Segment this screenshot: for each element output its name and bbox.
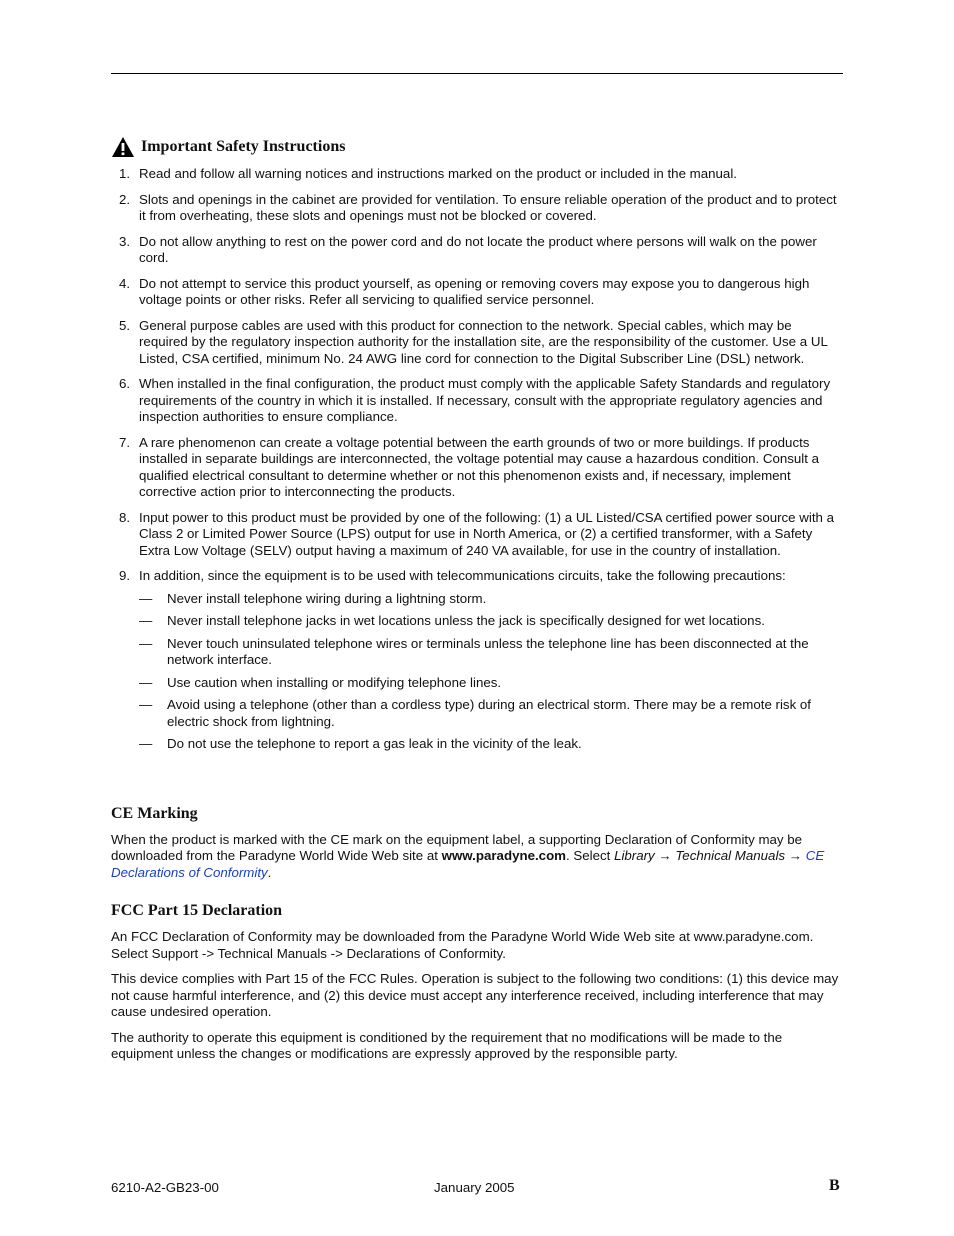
ce-text: When the product is marked with the CE mark on the equipment label, a supporting Declaration of Conformity may be downloaded from the Paradyne World Wide Web site at [111, 831, 803, 863]
precaution-text: Do not use the telephone to report a gas leak in the vicinity of the leak. [167, 736, 582, 751]
safety-list [111, 166, 843, 753]
item-text: Slots and openings in the cabinet are provided for ventilation. To ensure reliable operation of the product and to protect it from overheating, these slots and openings must not be blocked or covered. [139, 191, 837, 223]
list-item [111, 166, 843, 183]
dash-bullet: — [139, 590, 153, 606]
precaution-text: Never install telephone jacks in wet locations unless the jack is specifically designed for wet locations. [167, 613, 765, 628]
dash-bullet: — [139, 736, 153, 751]
dash-bullet: — [139, 635, 153, 651]
dash-bullet: — [139, 697, 153, 712]
list-item [111, 510, 843, 560]
fcc-paragraph: This device complies with Part 15 of the FCC Rules. Operation is subject to the following two conditions: (1) this device may not cause harmful interference, and (2) this device must accept any interference received, including interference that may cause undesired operation. [111, 971, 839, 1019]
footer-doc-number: 6210-A2-GB23-00 [111, 1180, 219, 1195]
precaution-text: Use caution when installing or modifying telephone lines. [167, 674, 502, 690]
fcc-paragraph: The authority to operate this equipment is conditioned by the requirement that no modifications will be made to the equipment unless the changes or modifications are expressly approved by the responsible party. [111, 1029, 783, 1061]
list-item [111, 568, 843, 753]
item-text: Read and follow all warning notices and instructions marked on the product or included in the manual. [139, 166, 737, 181]
list-item [111, 276, 843, 309]
item-text: When installed in the final configuration, the product must comply with the applicable Safety Standards and regulatory requirements of the country in which it is installed. If necessary, consult with the appropriate regulatory agencies and inspection authorities to ensure compliance. [139, 376, 831, 424]
item-text: In addition, since the equipment is to be used with telecommunications circuits, take the following precautions: [139, 568, 786, 583]
item-text: A rare phenomenon can create a voltage potential between the earth grounds of two or more buildings. If products installed in separate buildings are interconnected, the voltage potential may cause a hazardous condition. Consult a qualified electrical consultant to determine whether or not this phenomenon exists and, if necessary, implement corrective action prior to interconnecting the products. [139, 434, 820, 499]
list-item [111, 234, 843, 267]
item-number: 5. [119, 317, 131, 333]
dash-bullet: — [139, 674, 153, 690]
library-label: Library [614, 848, 655, 863]
precaution-item [139, 675, 843, 692]
precaution-text: Avoid using a telephone (other than a cordless type) during an electrical storm. There may be a remote risk of electric shock from lightning. [167, 697, 812, 729]
precaution-text: Never install telephone wiring during a lightning storm. [167, 590, 487, 606]
footer-date: January 2005 [434, 1180, 515, 1195]
header-rule [111, 73, 843, 74]
item-number: 7. [119, 434, 131, 450]
arrow-separator: → [654, 848, 676, 863]
fcc-paragraph: An FCC Declaration of Conformity may be downloaded from the Paradyne World Wide Web site at www.paradyne.com. Select Support -> Technical Manuals -> Declarations of Conformity. [111, 929, 814, 961]
precaution-item [139, 697, 843, 730]
item-text: General purpose cables are used with this product for connection to the network. Special cables, which may be required by the regulatory inspection authority for the installation site, are the responsibility of the customer. Use a UL Listed, CSA certified, minimum No. 24 AWG line cord for connection to the Digital Subscriber Line (DSL) network. [139, 317, 828, 366]
arrow-separator: → [785, 848, 806, 863]
paradyne-site: www.paradyne.com [441, 848, 567, 863]
list-item [111, 192, 843, 225]
ce-select: . Select [566, 848, 615, 863]
item-number: 4. [119, 275, 131, 291]
precaution-item [139, 591, 843, 608]
list-item [111, 435, 843, 501]
ce-period: . [267, 864, 272, 880]
ce-paragraph [111, 832, 843, 882]
warning-triangle-icon [111, 136, 135, 158]
technical-manuals-label: Technical Manuals [675, 848, 786, 863]
item-number: 8. [119, 509, 131, 525]
item-text: Do not attempt to service this product yourself, as opening or removing covers may expose you to dangerous high voltage points or other risks. Refer all servicing to qualified service personnel. [139, 275, 810, 307]
precaution-item [139, 613, 843, 630]
safety-heading-text: Important Safety Instructions [141, 138, 346, 155]
ce-heading: CE Marking [111, 804, 198, 822]
precaution-text: Never touch uninsulated telephone wires or terminals unless the telephone line has been disconnected at the network interface. [167, 635, 809, 667]
precaution-item [139, 636, 843, 669]
safety-heading [111, 136, 843, 158]
dash-bullet: — [139, 613, 153, 628]
list-item [111, 318, 843, 368]
ce-declarations-link[interactable]: CE Declarations of Conformity [111, 848, 825, 880]
list-item [111, 376, 843, 426]
item-number: 6. [119, 376, 131, 391]
footer-page-number: B [829, 1177, 840, 1194]
precautions-list [139, 591, 843, 753]
precaution-item [139, 736, 843, 753]
item-number: 9. [119, 568, 131, 583]
item-number: 1. [119, 166, 131, 181]
item-number: 3. [119, 233, 131, 249]
fcc-heading: FCC Part 15 Declaration [111, 902, 283, 919]
item-number: 2. [119, 191, 131, 207]
item-text: Do not allow anything to rest on the power cord and do not locate the product where persons will walk on the power cord. [139, 233, 817, 265]
main-content [111, 136, 843, 1063]
item-text: Input power to this product must be provided by one of the following: (1) a UL Listed/CSA certified power source with a Class 2 or Limited Power Source (LPS) output for use in North America, or (2) a certified transformer, with a Safety Extra Low Voltage (SELV) output having a maximum of 240 VA available, for use in the country of installation. [139, 509, 835, 558]
